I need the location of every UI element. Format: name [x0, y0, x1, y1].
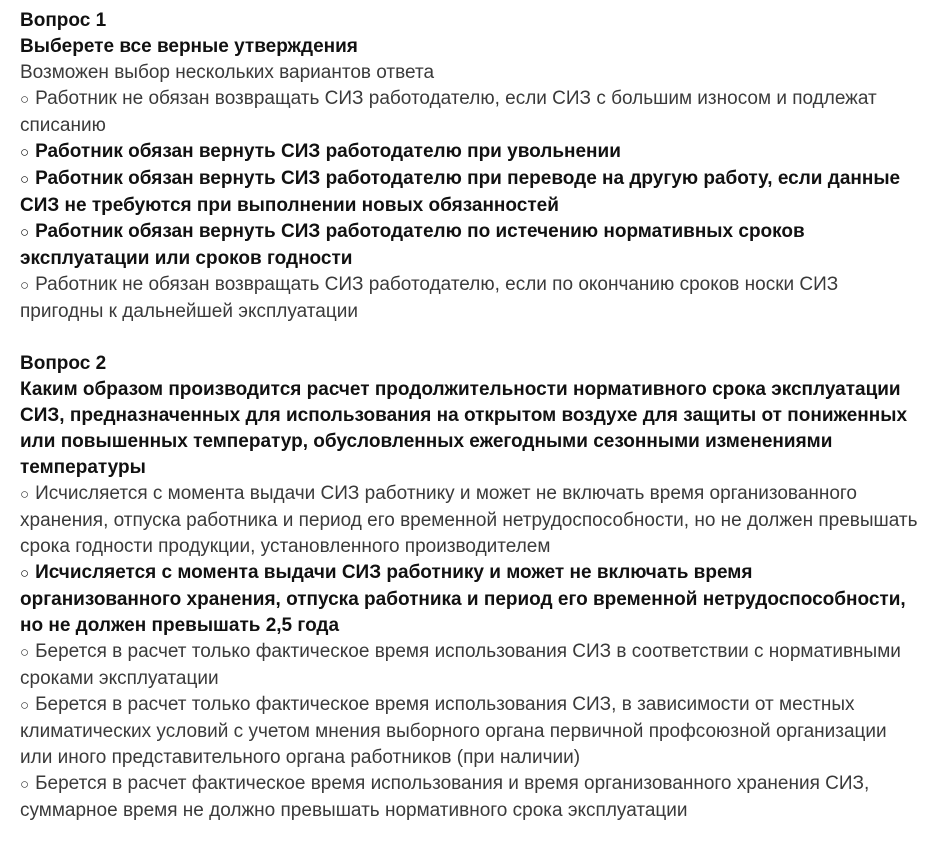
- answer-option[interactable]: [20, 771, 918, 824]
- radio-circle-icon: ○: [20, 224, 30, 241]
- question-hint: Возможен выбор нескольких вариантов ответа: [20, 62, 435, 83]
- answer-option-text: Берется в расчет только фактическое время использования СИЗ в соответствии с нормативными сроками эксплуатации: [20, 641, 901, 689]
- question-number: Вопрос 1: [20, 10, 107, 31]
- question-text: Каким образом производится расчет продолжительности нормативного срока эксплуатации СИЗ, предназначенных для использования на открытом воздухе для защиты от пониженных или повышенных температур, обусловленных ежегодными сезонными изменениями температуры: [20, 379, 908, 478]
- answer-option-text: Берется в расчет фактическое время использования и время организованного хранения СИЗ, суммарное время не должно превышать нормативного срока эксплуатации: [20, 773, 870, 821]
- answer-option-text: Работник не обязан возвращать СИЗ работодателю, если по окончанию сроков носки СИЗ пригодны к дальнейшей эксплуатации: [20, 274, 839, 322]
- question-1: [20, 8, 918, 325]
- answer-options: [20, 481, 918, 824]
- answer-options: [20, 86, 918, 325]
- answer-option[interactable]: [20, 272, 918, 325]
- radio-circle-icon: ○: [20, 277, 30, 294]
- answer-option[interactable]: [20, 86, 918, 139]
- radio-circle-icon: ○: [20, 144, 30, 161]
- answer-option[interactable]: [20, 219, 918, 272]
- radio-circle-icon: ○: [20, 171, 30, 188]
- answer-option-text: Работник не обязан возвращать СИЗ работодателю, если СИЗ с большим износом и подлежат списанию: [20, 88, 877, 136]
- radio-circle-icon: ○: [20, 486, 30, 503]
- answer-option-text: Исчисляется с момента выдачи СИЗ работнику и может не включать время организованного хранения, отпуска работника и период его временной нетрудоспособности, но не должен превышать срока годности продукции, установленного производителем: [20, 483, 918, 557]
- question-text: Выберете все верные утверждения: [20, 36, 358, 57]
- answer-option-text: Берется в расчет только фактическое время использования СИЗ, в зависимости от местных климатических условий с учетом мнения выборного органа первичной профсоюзной организации или иного представительного органа работников (при наличии): [20, 694, 887, 768]
- answer-option[interactable]: [20, 481, 918, 560]
- question-2: [20, 351, 918, 824]
- answer-option[interactable]: [20, 692, 918, 771]
- radio-circle-icon: ○: [20, 644, 30, 661]
- question-number: Вопрос 2: [20, 353, 107, 374]
- answer-option[interactable]: [20, 139, 918, 166]
- answer-option-text: Работник обязан вернуть СИЗ работодателю по истечению нормативных сроков эксплуатации или сроков годности: [20, 221, 805, 269]
- answer-option[interactable]: [20, 639, 918, 692]
- radio-circle-icon: ○: [20, 565, 30, 582]
- answer-option-text: Работник обязан вернуть СИЗ работодателю при переводе на другую работу, если данные СИЗ не требуются при выполнении новых обязанностей: [20, 168, 901, 216]
- radio-circle-icon: ○: [20, 776, 30, 793]
- answer-option-text: Работник обязан вернуть СИЗ работодателю при увольнении: [35, 141, 621, 162]
- answer-option-text: Исчисляется с момента выдачи СИЗ работнику и может не включать время организованного хранения, отпуска работника и период его временной нетрудоспособности, но не должен превышать 2,5 года: [20, 562, 906, 636]
- radio-circle-icon: ○: [20, 697, 30, 714]
- answer-option[interactable]: [20, 166, 918, 219]
- answer-option[interactable]: [20, 560, 918, 639]
- radio-circle-icon: ○: [20, 91, 30, 108]
